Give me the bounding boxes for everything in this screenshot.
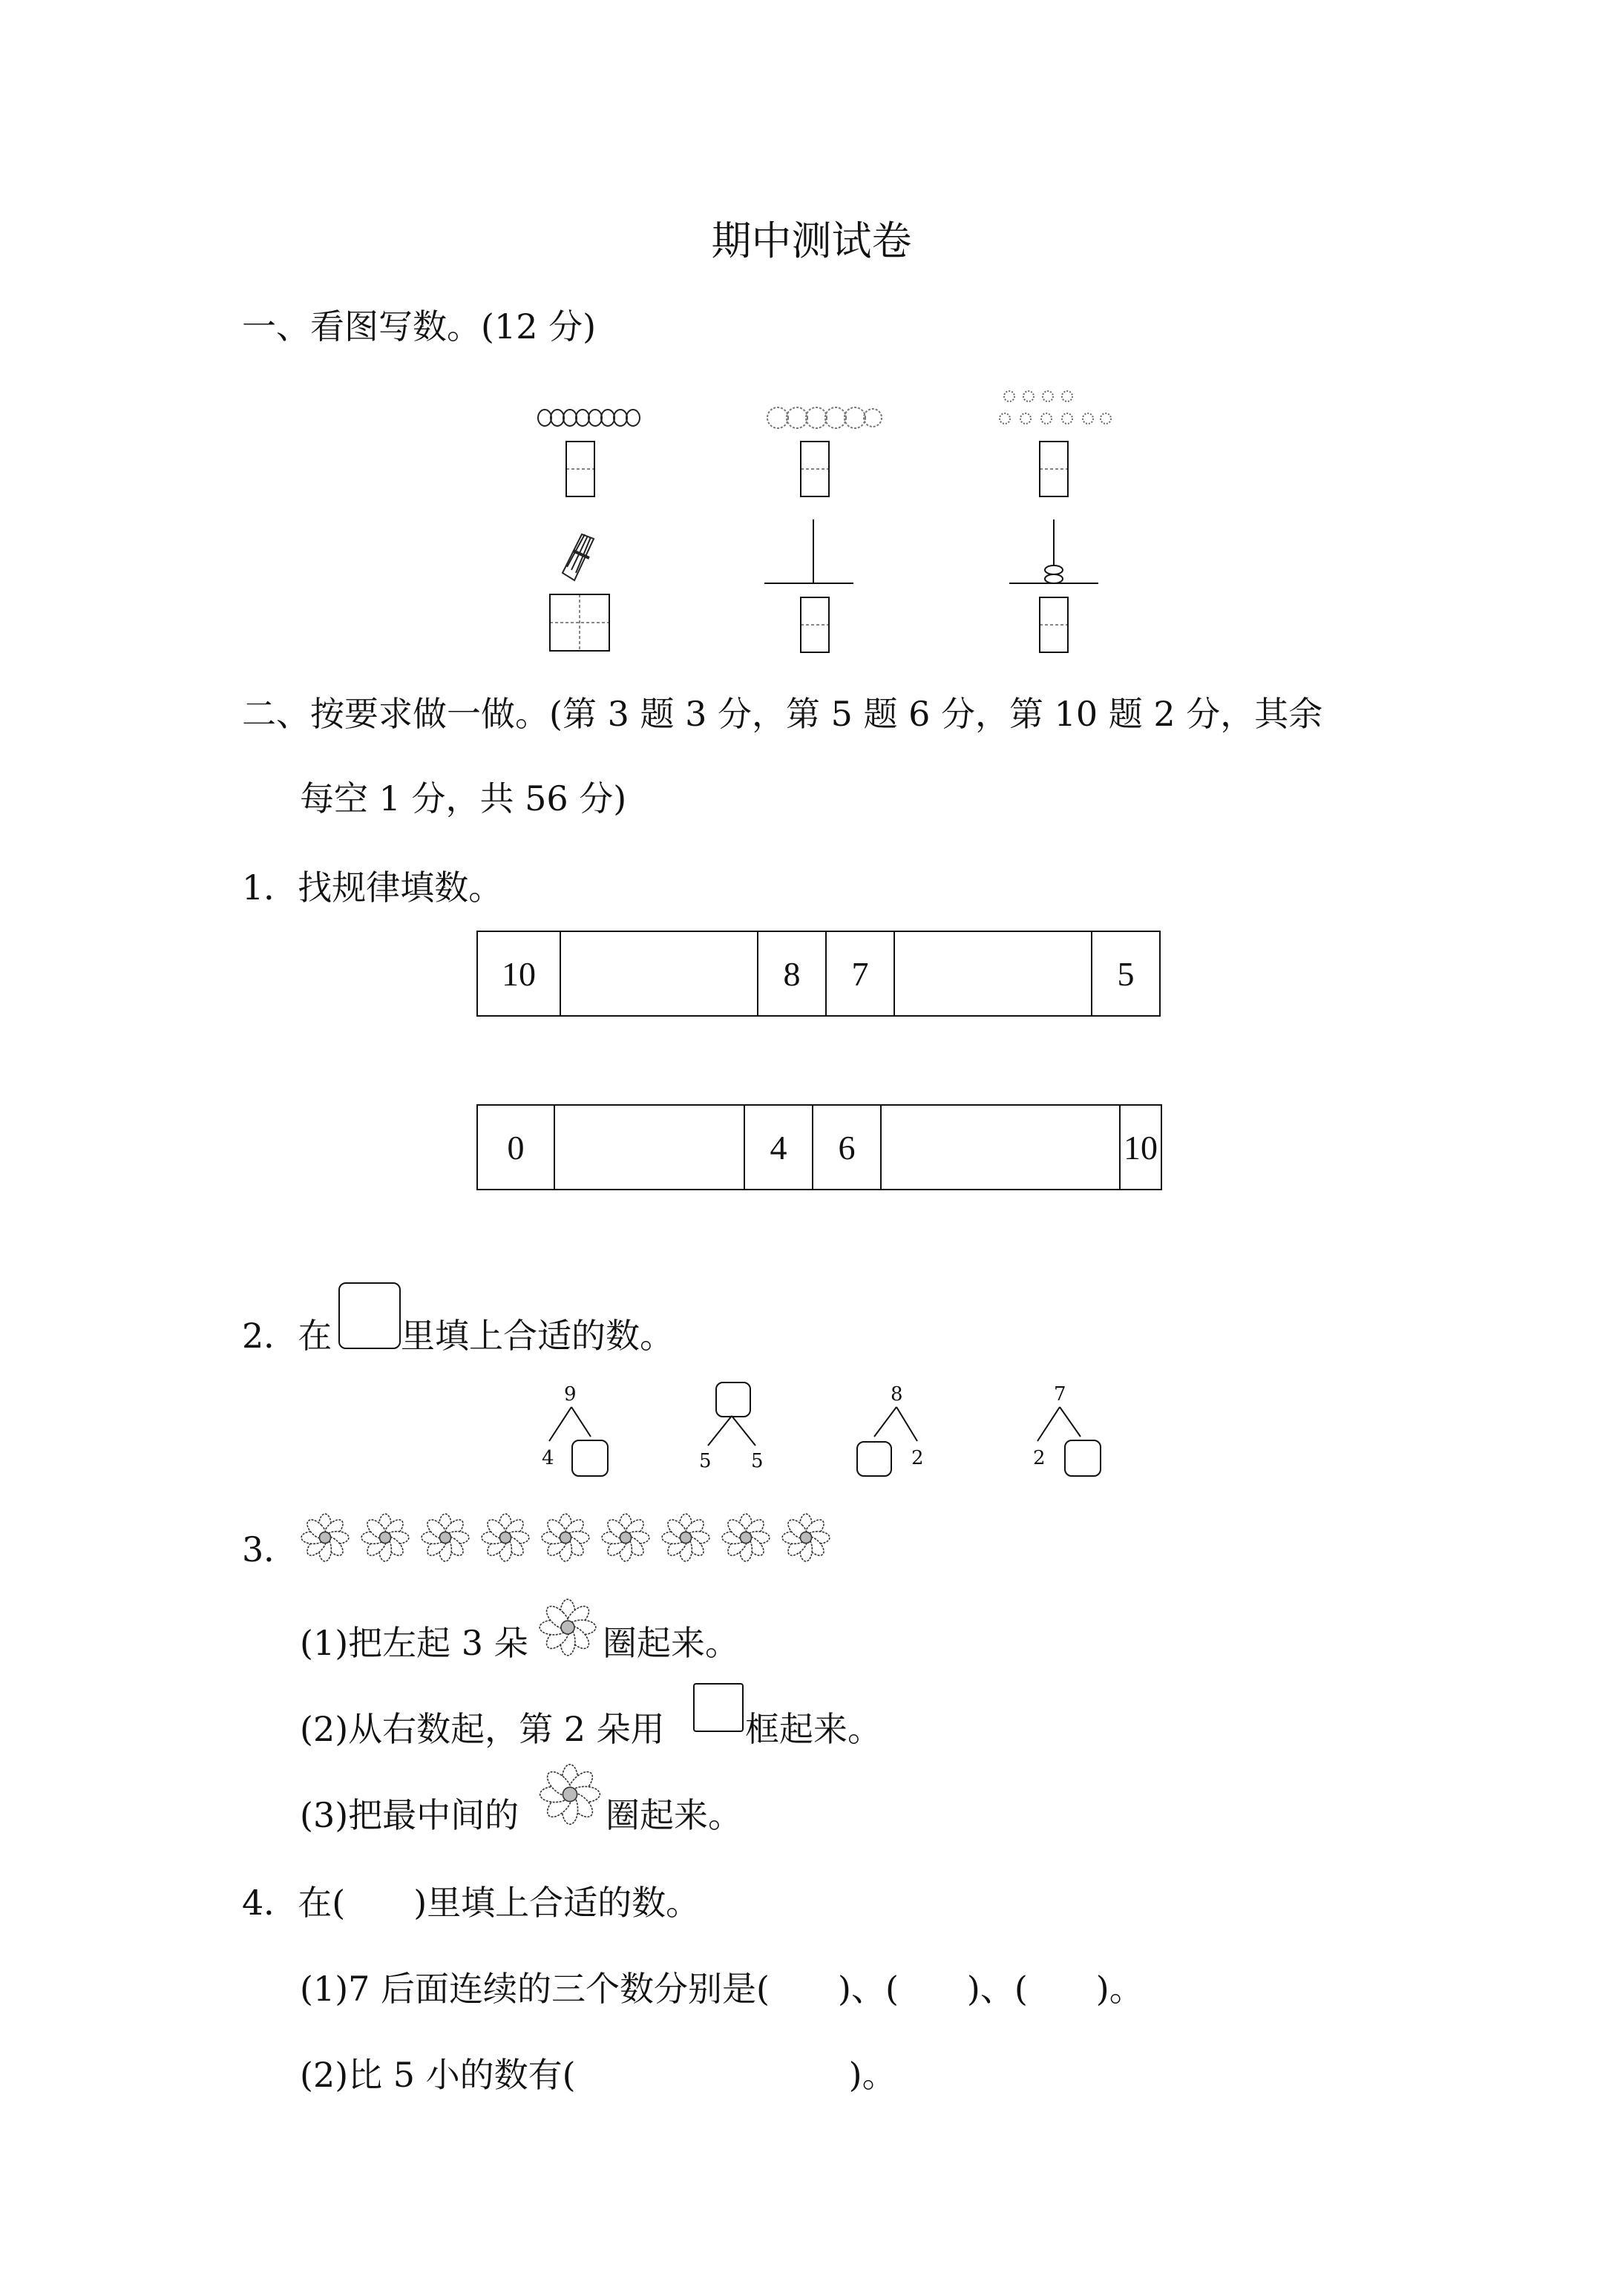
bond-left: 2 [1033, 1447, 1046, 1469]
bond-left: 4 [542, 1447, 554, 1469]
seq-cell: 6 [813, 1105, 881, 1190]
flower-icon[interactable] [597, 1509, 654, 1566]
q4-sub1: (1)7 后面连续的三个数分别是( )、( )、( )。 [300, 1969, 1144, 2009]
seq-cell: 10 [477, 931, 560, 1016]
flower-icon[interactable] [718, 1509, 774, 1566]
q2-label-prefix: 2．在 [242, 1316, 332, 1356]
answer-box-5[interactable] [1039, 597, 1069, 653]
q4-sub2: (2)比 5 小的数有( )。 [300, 2055, 896, 2095]
bond-answer-box[interactable] [715, 1382, 751, 1417]
q4-label: 4．在( )里填上合适的数。 [242, 1883, 701, 1923]
answer-box-4[interactable] [800, 597, 830, 653]
answer-box-2[interactable] [800, 441, 830, 497]
flower-icon[interactable] [658, 1509, 714, 1566]
square-box-icon [338, 1282, 401, 1349]
page-title: 期中测试卷 [711, 217, 912, 264]
seq-blank-cell[interactable] [881, 1105, 1120, 1190]
square-box-icon [693, 1683, 744, 1732]
bead-string-icon-1 [534, 407, 646, 429]
seq-cell: 0 [477, 1105, 554, 1190]
section2-heading-line2: 每空 1 分，共 56 分) [300, 778, 627, 819]
seq-cell: 5 [1092, 931, 1160, 1016]
abacus-rod-icon-2 [1009, 519, 1098, 586]
q3-sub2-prefix: (2)从右数起，第 2 朵用 [300, 1709, 665, 1749]
bond-right: 2 [911, 1447, 924, 1469]
q1-label: 1．找规律填数。 [242, 867, 503, 908]
bond-right: 5 [751, 1450, 764, 1472]
answer-box-two-digit[interactable] [549, 594, 610, 652]
answer-box-1[interactable] [565, 441, 595, 497]
seq-blank-cell[interactable] [560, 931, 758, 1016]
stick-bundle-icon [552, 528, 604, 588]
seq-blank-cell[interactable] [894, 931, 1092, 1016]
seq-blank-cell[interactable] [554, 1105, 744, 1190]
bond-answer-box[interactable] [571, 1440, 609, 1477]
flower-icon[interactable] [357, 1509, 413, 1566]
bond-answer-box[interactable] [1064, 1440, 1101, 1477]
bond-top: 9 [564, 1383, 577, 1406]
q3-sub3-suffix: 圈起来。 [606, 1795, 742, 1835]
section2-heading-line1: 二、按要求做一做。(第 3 题 3 分，第 5 题 6 分，第 10 题 2 分，其余 [242, 694, 1323, 734]
seq-cell: 8 [758, 931, 826, 1016]
abacus-rod-icon-1 [764, 519, 853, 586]
bond-left: 5 [699, 1450, 712, 1472]
bond-top: 8 [891, 1383, 903, 1406]
q3-sub3-prefix: (3)把最中间的 [300, 1795, 519, 1835]
q1-sequence-row2 [476, 1104, 1162, 1190]
seq-cell: 7 [826, 931, 894, 1016]
q1-sequence-row1 [476, 931, 1161, 1017]
answer-box-3[interactable] [1039, 441, 1069, 497]
q3-label: 3． [242, 1529, 298, 1570]
section1-heading: 一、看图写数。(12 分) [242, 306, 597, 347]
flower-icon[interactable] [297, 1509, 353, 1566]
flower-icon[interactable] [417, 1509, 473, 1566]
q3-sub1-suffix: 圈起来。 [603, 1623, 739, 1663]
flower-icon [534, 1594, 601, 1661]
flower-icon [534, 1759, 606, 1830]
flower-icon[interactable] [477, 1509, 534, 1566]
bond-top: 7 [1054, 1383, 1066, 1406]
seq-cell: 10 [1120, 1105, 1161, 1190]
q3-sub1-prefix: (1)把左起 3 朵 [300, 1623, 528, 1663]
counter-row-icon-2 [764, 404, 883, 431]
bond-answer-box[interactable] [856, 1441, 892, 1477]
flower-row-icon-3 [994, 386, 1113, 438]
q3-sub2-suffix: 框起来。 [745, 1709, 882, 1749]
flower-icon[interactable] [537, 1509, 594, 1566]
seq-cell: 4 [744, 1105, 813, 1190]
q2-label-suffix: 里填上合适的数。 [401, 1316, 674, 1356]
flower-icon[interactable] [778, 1509, 834, 1566]
